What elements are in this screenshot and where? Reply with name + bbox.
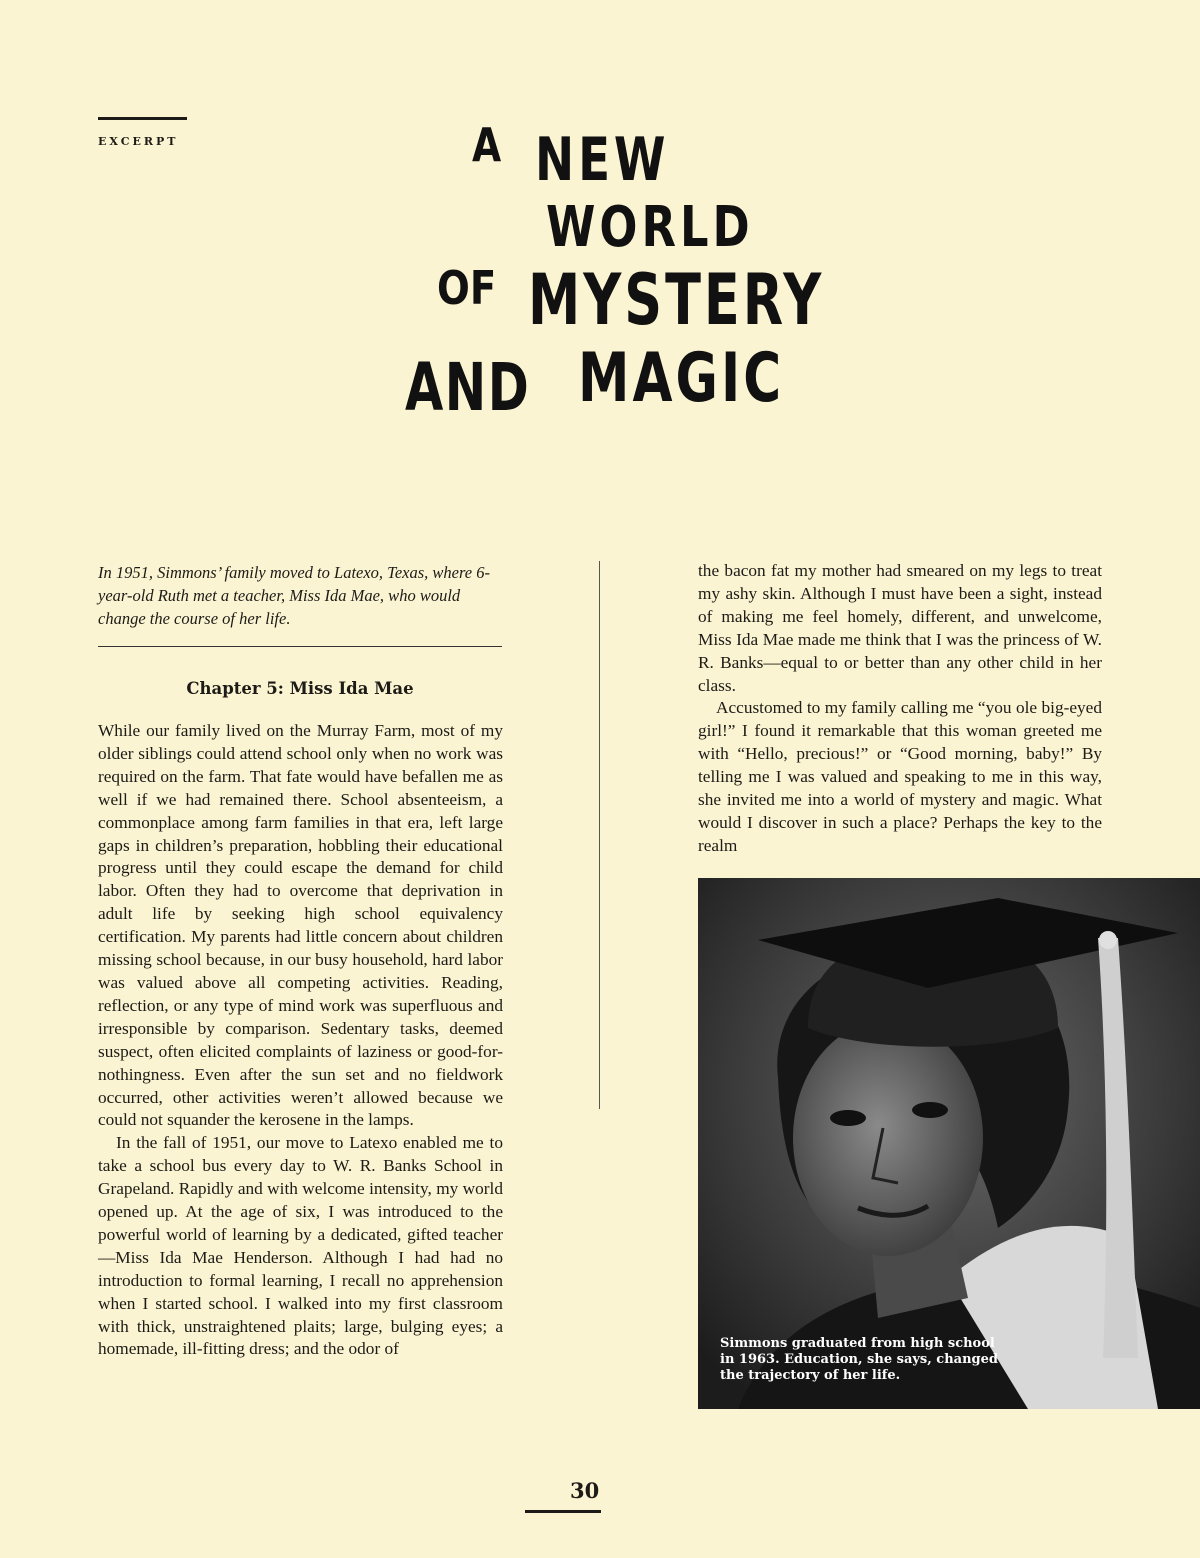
section-kicker: EXCERPT — [98, 135, 179, 148]
page-number-rule — [525, 1510, 601, 1513]
headline-word-mystery: MYSTERY — [528, 259, 825, 341]
headline-word-new: NEW — [535, 125, 670, 195]
body-paragraph: the bacon fat my mother had smeared on my legs to treat my ashy skin. Although I must have been a sight, instead of making me feel homely, different, and unwelcome, Miss Ida Mae made me think that I was the princess of W. R. Banks—equal to or better than any other child in her class. — [698, 561, 1102, 695]
body-paragraph: In the fall of 1951, our move to Latexo enabled me to take a school bus every day to W. R. Banks School in Grapeland. Rapidly and with welcome intensity, my world opened up. At the age of six, I was introduced to the powerful world of learning by a dedicated, gifted teacher—Miss Ida Mae Henderson. Although I had had no introduction to formal learning, I recall no apprehension when I started school. I walked into my first classroom with thick, unstraightened plaits; large, bulging eyes; a homemade, ill-fitting dress; and the odor of — [98, 1133, 503, 1359]
portrait-illustration — [698, 878, 1200, 1409]
headline-word-magic: MAGIC — [578, 339, 785, 418]
headline-word-and: AND — [405, 349, 531, 426]
intro-divider — [98, 646, 502, 647]
page-number: 30 — [570, 1478, 600, 1503]
chapter-title: Chapter 5: Miss Ida Mae — [186, 679, 414, 698]
body-column-right — [698, 560, 1102, 858]
headline-word-world: WORLD — [546, 195, 754, 260]
headline-word-a: A — [472, 118, 502, 172]
photo-caption: Simmons graduated from high school in 1963. Education, she says, changed the trajectory of her life. — [720, 1336, 998, 1383]
intro-deck: In 1951, Simmons’ family moved to Latexo, Texas, where 6-year-old Ruth met a teacher, Miss Ida Mae, who would change the course of her life. — [98, 563, 490, 628]
graduation-photo — [698, 878, 1200, 1409]
body-paragraph: While our family lived on the Murray Farm, most of my older siblings could attend school only when no work was required on the farm. That fate would have befallen me as well if we had remained there. School absenteeism, a commonplace among farm families in that era, left large gaps in children’s preparation, hobbling their educational progress until they could escape the demand for child labor. Often they had to overcome that deprivation in adult life by seeking high school equivalency certification. My parents had little concern about children missing school because, in our busy household, hard labor was valued above all competing activities. Reading, reflection, or any type of mind work was superfluous and irresponsible by comparison. Sedentary tasks, deemed suspect, often elicited complaints of laziness or good-for-nothingness. Even after the sun set and no fieldwork occurred, other activities weren’t allowed because we could not squander the kerosene in the lamps. — [98, 721, 503, 1130]
kicker-rule — [98, 117, 187, 120]
column-divider — [599, 561, 600, 1109]
body-paragraph: Accustomed to my family calling me “you ole big-eyed girl!” I found it remarkable that this woman greeted me with “Hello, precious!” or “Good morning, baby!” By telling me I was valued and speaking to me in this way, she invited me into a world of mystery and magic. What would I discover in such a place? Perhaps the key to the realm — [698, 698, 1102, 855]
body-column-left — [98, 720, 503, 1361]
headline-word-of: OF — [437, 261, 497, 315]
